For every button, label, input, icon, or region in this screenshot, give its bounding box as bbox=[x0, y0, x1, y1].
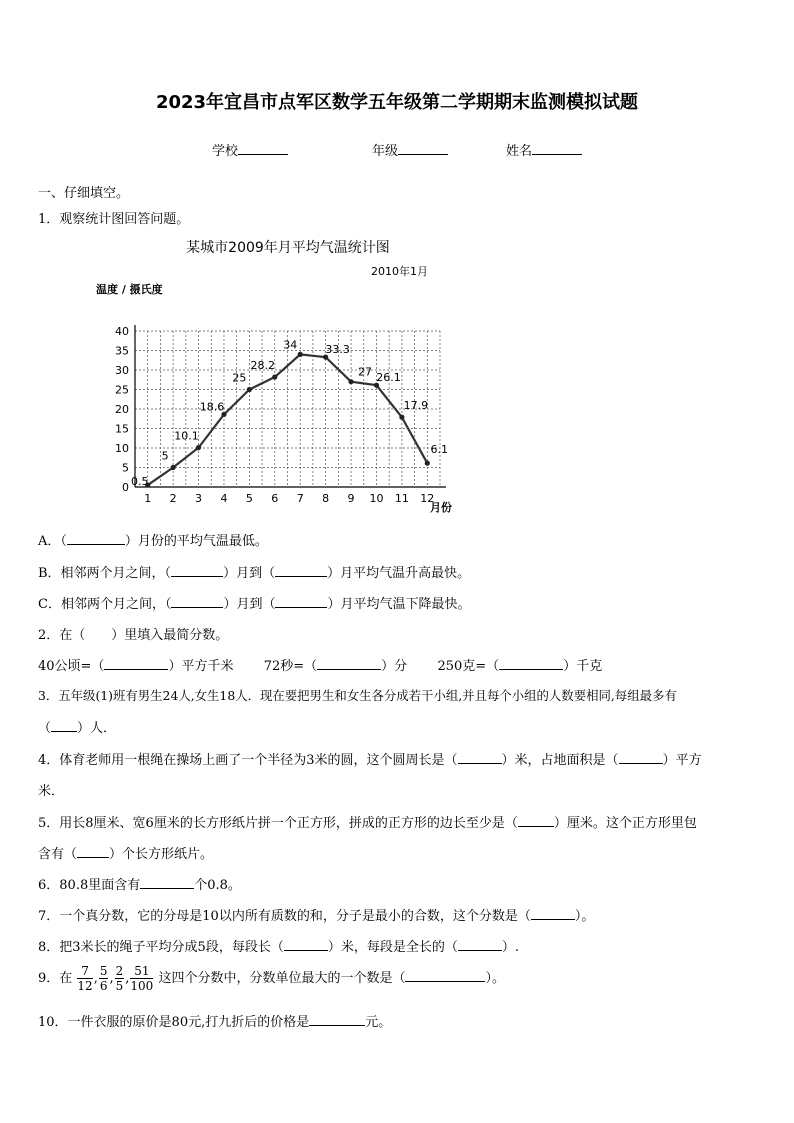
data-point bbox=[272, 374, 277, 379]
q5-part2: ）厘米。这个正方形里包 bbox=[553, 816, 697, 831]
chart-x-axis-label: 月份 bbox=[430, 501, 452, 514]
q2-item3-pre: 250克=（ bbox=[437, 659, 500, 674]
question-4-line1 bbox=[38, 749, 702, 768]
answer-blank[interactable] bbox=[458, 938, 502, 951]
answer-blank[interactable] bbox=[275, 564, 327, 577]
x-tick-label: 3 bbox=[195, 492, 203, 505]
question-2-items bbox=[38, 655, 602, 674]
answer-blank[interactable] bbox=[317, 657, 381, 670]
x-tick-label: 8 bbox=[322, 492, 330, 505]
question-1-stem: 1．观察统计图回答问题。 bbox=[38, 212, 190, 227]
question-1b bbox=[38, 562, 470, 581]
data-point bbox=[399, 415, 404, 420]
grade-label: 年级 bbox=[372, 144, 399, 159]
fraction bbox=[115, 964, 125, 993]
data-label: 6.1 bbox=[430, 443, 449, 457]
numerator: 2 bbox=[115, 964, 124, 978]
school-field bbox=[212, 140, 288, 159]
answer-blank[interactable] bbox=[171, 564, 223, 577]
answer-blank[interactable] bbox=[284, 938, 328, 951]
q1b-post: ）月平均气温升高最快。 bbox=[327, 566, 471, 581]
q2-item2-pre: 72秒=（ bbox=[263, 659, 318, 674]
answer-blank[interactable] bbox=[499, 657, 563, 670]
answer-blank[interactable] bbox=[104, 657, 168, 670]
x-tick-label: 9 bbox=[347, 492, 355, 505]
q1c-mid: ）月到（ bbox=[223, 597, 276, 612]
y-tick-label: 5 bbox=[122, 461, 129, 475]
numerator: 7 bbox=[77, 964, 92, 979]
question-5-line2 bbox=[38, 843, 213, 862]
school-label: 学校 bbox=[212, 144, 239, 159]
fraction bbox=[99, 964, 109, 993]
x-tick-label: 6 bbox=[271, 492, 279, 505]
q7-part2: ）。 bbox=[574, 909, 595, 924]
question-2-stem: 2．在（ ）里填入最简分数。 bbox=[38, 628, 229, 643]
school-blank[interactable] bbox=[238, 142, 288, 155]
answer-blank[interactable] bbox=[405, 969, 485, 982]
data-point bbox=[196, 445, 201, 450]
q8-part2: ）米，每段是全长的（ bbox=[327, 940, 458, 955]
y-tick-label: 0 bbox=[122, 481, 129, 494]
denominator: 6 bbox=[99, 979, 108, 993]
answer-blank[interactable] bbox=[51, 719, 77, 732]
question-3-line1: 3．五年级(1)班有男生24人,女生18人．现在要把男生和女生各分成若干小组,并且每个小组的人数要相同,每组最多有 bbox=[38, 688, 677, 703]
data-label: 33.3 bbox=[325, 343, 350, 357]
q4-part2: ）米，占地面积是（ bbox=[501, 753, 619, 768]
q9-part3: ）。 bbox=[485, 971, 505, 986]
page-title: 2023年宜昌市点军区数学五年级第二学期期末监测模拟试题 bbox=[155, 92, 639, 113]
name-blank[interactable] bbox=[532, 142, 582, 155]
q9-part2: 这四个分数中，分数单位最大的一个数是（ bbox=[158, 971, 406, 986]
q3-post: ）人． bbox=[77, 721, 117, 736]
x-tick-label: 4 bbox=[220, 492, 228, 505]
data-point bbox=[171, 465, 176, 470]
q6-part2: 个0.8。 bbox=[194, 878, 241, 893]
numerator: 51 bbox=[130, 964, 153, 979]
x-tick-label: 1 bbox=[144, 492, 152, 505]
q2-item2-post: ）分 bbox=[381, 659, 408, 674]
denominator: 100 bbox=[130, 979, 154, 993]
y-tick-label: 15 bbox=[115, 422, 129, 436]
denominator: 5 bbox=[115, 979, 124, 993]
y-tick-label: 35 bbox=[115, 344, 129, 358]
y-tick-label: 30 bbox=[115, 364, 129, 377]
data-label: 17.9 bbox=[403, 399, 429, 413]
question-10 bbox=[38, 1011, 391, 1030]
x-tick-label: 2 bbox=[169, 492, 177, 505]
answer-blank[interactable] bbox=[171, 595, 223, 608]
x-tick-label: 12 bbox=[420, 492, 435, 505]
fraction bbox=[130, 964, 153, 993]
chart-y-axis-label: 温度 / 摄氏度 bbox=[96, 283, 163, 296]
answer-blank[interactable] bbox=[518, 814, 554, 827]
q2-item1-pre: 40公顷=（ bbox=[38, 659, 105, 674]
q7-part1: 7．一个真分数，它的分母是10以内所有质数的和，分子是最小的合数，这个分数是（ bbox=[38, 909, 531, 924]
answer-blank[interactable] bbox=[67, 532, 125, 545]
data-label: 10.1 bbox=[174, 429, 199, 443]
name-field bbox=[506, 140, 582, 159]
grade-blank[interactable] bbox=[398, 142, 448, 155]
q8-part3: ）. bbox=[501, 940, 519, 955]
fraction bbox=[77, 964, 92, 993]
section-heading: 一、仔细填空。 bbox=[38, 186, 130, 201]
answer-blank[interactable] bbox=[458, 751, 502, 764]
question-1a bbox=[38, 530, 268, 549]
q2-item1-post: ）平方千米 bbox=[168, 659, 234, 674]
data-label: 34 bbox=[283, 338, 298, 352]
y-tick-label: 25 bbox=[115, 383, 129, 397]
question-3-line2 bbox=[38, 717, 116, 736]
data-point bbox=[425, 461, 430, 466]
y-tick-label: 20 bbox=[115, 403, 129, 416]
chart-subtitle: 2010年1月 bbox=[371, 265, 428, 278]
answer-blank[interactable] bbox=[531, 907, 575, 920]
y-tick-label: 40 bbox=[115, 325, 129, 338]
grade-field bbox=[372, 140, 448, 159]
y-tick-label: 10 bbox=[115, 442, 129, 455]
x-tick-label: 10 bbox=[369, 492, 384, 505]
x-tick-label: 7 bbox=[296, 492, 304, 505]
answer-blank[interactable] bbox=[309, 1013, 365, 1026]
data-point bbox=[298, 352, 303, 357]
data-label: 0.5 bbox=[130, 475, 149, 489]
x-tick-label: 11 bbox=[394, 492, 409, 505]
question-1c bbox=[38, 593, 470, 612]
q4-part3: ）平方 bbox=[662, 753, 702, 768]
q6-part1: 6．80.8里面含有 bbox=[38, 878, 141, 893]
data-label: 18.6 bbox=[199, 400, 225, 414]
data-label: 5 bbox=[161, 449, 169, 463]
q5-part3: 含有（ bbox=[38, 847, 78, 862]
data-point bbox=[348, 379, 353, 384]
denominator: 12 bbox=[77, 979, 93, 993]
question-7 bbox=[38, 905, 594, 924]
answer-blank[interactable] bbox=[619, 751, 663, 764]
q10-part2: 元。 bbox=[365, 1015, 392, 1030]
q1a-pre: A．（ bbox=[38, 534, 67, 549]
data-label: 26.1 bbox=[376, 371, 401, 385]
q3-pre: （ bbox=[38, 721, 52, 736]
question-5-line1 bbox=[38, 812, 697, 831]
numerator: 5 bbox=[99, 964, 108, 978]
q9-part1: 9．在 bbox=[38, 971, 73, 986]
name-label: 姓名 bbox=[506, 144, 533, 159]
answer-blank[interactable] bbox=[275, 595, 327, 608]
answer-blank[interactable] bbox=[77, 845, 109, 858]
answer-blank[interactable] bbox=[140, 876, 194, 889]
q1a-post: ）月份的平均气温最低。 bbox=[124, 534, 268, 549]
q2-item3-post: ）千克 bbox=[563, 659, 603, 674]
data-label: 25 bbox=[232, 371, 247, 385]
q1b-pre: B．相邻两个月之间，（ bbox=[38, 566, 172, 581]
q10-part1: 10．一件衣服的原价是80元,打九折后的价格是 bbox=[38, 1015, 310, 1030]
question-9: 9．在 $\frac{7}{12}$ , $\frac{5}{6}$ , $\frac{2}{5}$ , $\frac{51}{100}$ 这四个分数中，分数单位最大的一个数是（ ）。 bbox=[38, 964, 505, 993]
q1c-post: ）月平均气温下降最快。 bbox=[327, 597, 471, 612]
question-4-line2: 米． bbox=[38, 784, 65, 799]
question-6 bbox=[38, 874, 241, 893]
q1b-mid: ）月到（ bbox=[223, 566, 276, 581]
data-label: 28.2 bbox=[250, 359, 276, 373]
x-tick-label: 5 bbox=[245, 492, 253, 505]
chart-series bbox=[131, 338, 448, 488]
q4-part1: 4．体育老师用一根绳在操场上画了一个半径为3米的圆，这个圆周长是（ bbox=[38, 753, 458, 768]
q8-part1: 8．把3米长的绳子平均分成5段，每段长（ bbox=[38, 940, 284, 955]
chart-title: 某城市2009年月平均气温统计图 bbox=[186, 240, 390, 256]
question-8 bbox=[38, 936, 519, 955]
q1c-pre: C．相邻两个月之间，（ bbox=[38, 597, 172, 612]
data-point bbox=[247, 387, 252, 392]
q5-part1: 5．用长8厘米、宽6厘米的长方形纸片拼一个正方形，拼成的正方形的边长至少是（ bbox=[38, 816, 518, 831]
q5-part4: ）个长方形纸片。 bbox=[109, 847, 214, 862]
temperature-line-chart bbox=[88, 230, 458, 520]
data-label: 27 bbox=[358, 365, 373, 379]
